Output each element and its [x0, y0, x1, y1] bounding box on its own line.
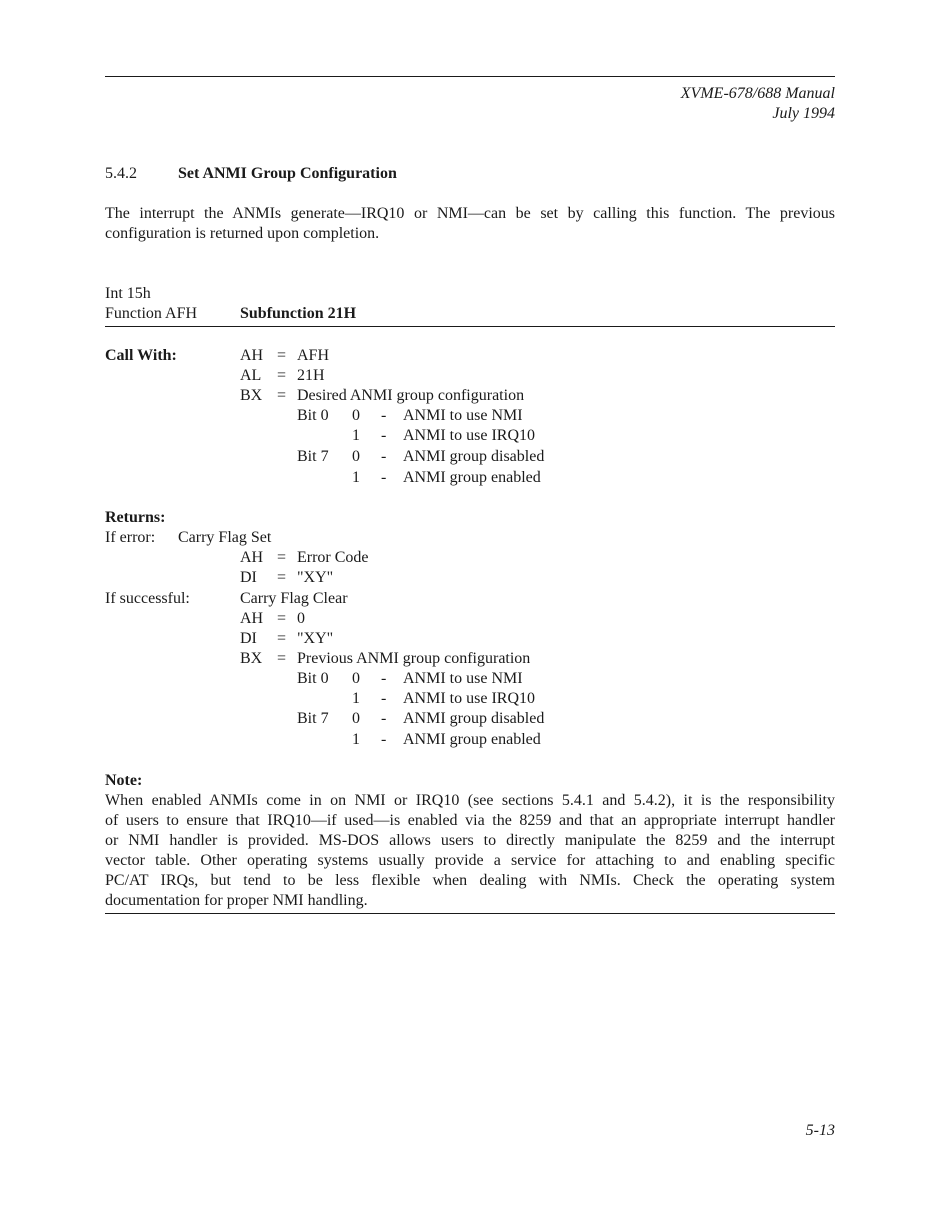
call-header-rule [105, 326, 835, 327]
bit-value: 0 [352, 670, 360, 687]
register-value: AFH [297, 347, 330, 364]
header-rule [105, 76, 835, 77]
equals-sign: = [277, 549, 287, 566]
bit-dash: - [381, 670, 387, 687]
section-number: 5.4.2 [105, 165, 137, 182]
bit-label: Bit 7 [297, 448, 329, 465]
register-name: AH [240, 347, 264, 364]
header-manual-title: XVME-678/688 Manual [680, 85, 835, 102]
if-error-label: If error: [105, 529, 156, 546]
bit-label: Bit 0 [297, 670, 329, 687]
register-value: "XY" [297, 630, 334, 647]
bit-value: 1 [352, 427, 360, 444]
register-value: 0 [297, 610, 305, 627]
section-title: Set ANMI Group Configuration [178, 165, 397, 182]
bit-description: ANMI to use IRQ10 [403, 690, 535, 707]
subfunction-label: Subfunction 21H [240, 305, 357, 322]
bit-value: 1 [352, 469, 360, 486]
int-label: Int 15h [105, 285, 151, 302]
note-bottom-rule [105, 913, 835, 914]
register-value: 21H [297, 367, 325, 384]
note-line: vector table. Other operating systems usually provide a service for attaching to and enabling specific [105, 852, 835, 869]
intro-line: configuration is returned upon completion. [105, 225, 380, 242]
note-line: or NMI handler is provided. MS-DOS allows users to directly manipulate the 8259 and the interrupt [105, 832, 835, 849]
page-number: 5-13 [805, 1122, 835, 1139]
equals-sign: = [277, 387, 287, 404]
note-paragraph [105, 791, 835, 911]
register-name: DI [240, 630, 257, 647]
bit-dash: - [381, 690, 387, 707]
bit-description: ANMI to use NMI [403, 407, 523, 424]
register-value: Error Code [297, 549, 369, 566]
if-successful-label: If successful: [105, 590, 190, 607]
bit-dash: - [381, 448, 387, 465]
register-name: AH [240, 549, 264, 566]
bit-value: 1 [352, 731, 360, 748]
equals-sign: = [277, 367, 287, 384]
bit-value: 1 [352, 690, 360, 707]
intro-line: The interrupt the ANMIs generate—IRQ10 or NMI—can be set by calling this function. The previous [105, 205, 835, 222]
error-flag: Carry Flag Set [178, 529, 272, 546]
bit-dash: - [381, 731, 387, 748]
function-label: Function AFH [105, 305, 198, 322]
bit-dash: - [381, 407, 387, 424]
register-value: Previous ANMI group configuration [297, 650, 531, 667]
bit-dash: - [381, 427, 387, 444]
bit-value: 0 [352, 710, 360, 727]
bit-description: ANMI group disabled [403, 448, 545, 465]
bit-description: ANMI to use IRQ10 [403, 427, 535, 444]
note-line: PC/AT IRQs, but tend to be less flexible when dealing with NMIs. Check the operating system [105, 872, 835, 889]
note-line: of users to ensure that IRQ10—if used—is enabled via the 8259 and that an appropriate interrupt handler [105, 812, 835, 829]
bit-dash: - [381, 469, 387, 486]
register-name: AH [240, 610, 264, 627]
equals-sign: = [277, 569, 287, 586]
bit-label: Bit 0 [297, 407, 329, 424]
bit-description: ANMI group enabled [403, 731, 541, 748]
register-name: DI [240, 569, 257, 586]
register-name: BX [240, 387, 263, 404]
call-with-label: Call With: [105, 347, 177, 364]
register-value: "XY" [297, 569, 334, 586]
equals-sign: = [277, 650, 287, 667]
register-value: Desired ANMI group configuration [297, 387, 525, 404]
bit-description: ANMI group disabled [403, 710, 545, 727]
note-line: When enabled ANMIs come in on NMI or IRQ10 (see sections 5.4.1 and 5.4.2), it is the responsibility [105, 792, 835, 809]
note-label: Note: [105, 772, 143, 789]
equals-sign: = [277, 630, 287, 647]
header-date: July 1994 [772, 105, 835, 122]
success-flag: Carry Flag Clear [240, 590, 348, 607]
bit-description: ANMI to use NMI [403, 670, 523, 687]
intro-paragraph [105, 204, 835, 244]
bit-value: 0 [352, 407, 360, 424]
bit-dash: - [381, 710, 387, 727]
register-name: AL [240, 367, 262, 384]
bit-value: 0 [352, 448, 360, 465]
equals-sign: = [277, 610, 287, 627]
register-name: BX [240, 650, 263, 667]
bit-description: ANMI group enabled [403, 469, 541, 486]
bit-label: Bit 7 [297, 710, 329, 727]
equals-sign: = [277, 347, 287, 364]
returns-label: Returns: [105, 509, 166, 526]
note-line: documentation for proper NMI handling. [105, 892, 368, 909]
